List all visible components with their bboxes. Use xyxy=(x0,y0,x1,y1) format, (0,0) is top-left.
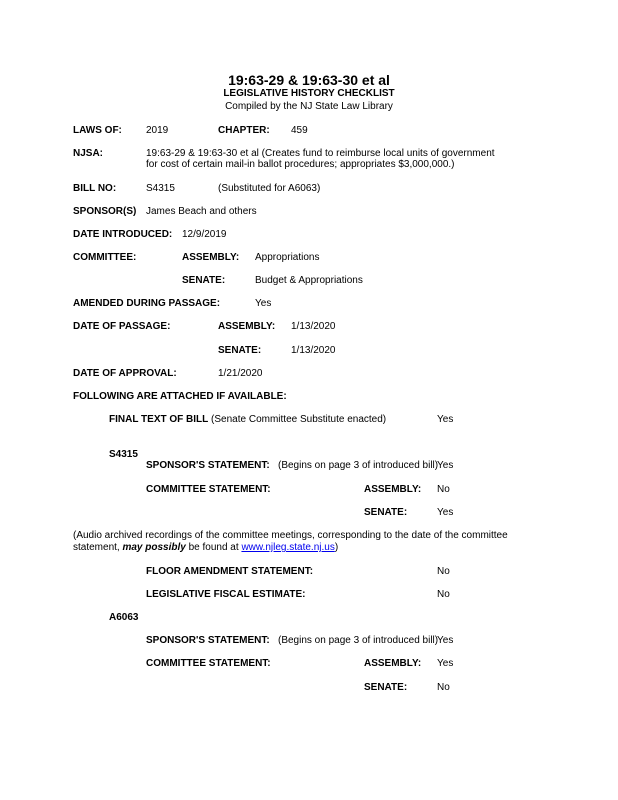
committee-senate-label: SENATE: xyxy=(182,275,226,286)
document-subtitle: LEGISLATIVE HISTORY CHECKLIST xyxy=(223,88,395,99)
s4315-sponsor-note: (Begins on page 3 of introduced bill) xyxy=(278,460,439,471)
audio-note-emphasis: may possibly xyxy=(122,542,186,553)
floor-amendment-label: FLOOR AMENDMENT STATEMENT: xyxy=(146,566,314,577)
fiscal-estimate-label: LEGISLATIVE FISCAL ESTIMATE: xyxy=(146,589,306,600)
audio-note-pre: statement, xyxy=(73,542,123,553)
njleg-link[interactable]: www.njleg.state.nj.us xyxy=(241,542,335,553)
committee-assembly-value: Appropriations xyxy=(255,252,320,263)
committee-label: COMMITTEE: xyxy=(73,252,137,263)
bill-no-value: S4315 xyxy=(146,183,175,194)
following-heading: FOLLOWING ARE ATTACHED IF AVAILABLE: xyxy=(73,391,287,402)
amended-value: Yes xyxy=(255,298,272,309)
njsa-line-1: 19:63-29 & 19:63-30 et al (Creates fund to reimburse local units of government xyxy=(146,148,495,159)
njsa-label: NJSA: xyxy=(73,148,104,159)
passage-label: DATE OF PASSAGE: xyxy=(73,321,171,332)
a6063-senate-label: SENATE: xyxy=(364,682,408,693)
laws-of-value: 2019 xyxy=(146,125,169,136)
date-introduced-label: DATE INTRODUCED: xyxy=(73,229,173,240)
passage-assembly-label: ASSEMBLY: xyxy=(218,321,276,332)
chapter-value: 459 xyxy=(291,125,308,136)
passage-senate-value: 1/13/2020 xyxy=(291,345,336,356)
passage-senate-label: SENATE: xyxy=(218,345,262,356)
a6063-assembly-label: ASSEMBLY: xyxy=(364,658,422,669)
s4315-sponsor-label: SPONSOR'S STATEMENT: xyxy=(146,460,270,471)
floor-amendment-value: No xyxy=(437,566,450,577)
final-text-value: Yes xyxy=(437,414,454,425)
compiled-by: Compiled by the NJ State Law Library xyxy=(225,101,393,112)
a6063-sponsor-label: SPONSOR'S STATEMENT: xyxy=(146,635,270,646)
a6063-heading: A6063 xyxy=(109,612,139,623)
document-title: 19:63-29 & 19:63-30 et al xyxy=(228,72,390,88)
committee-assembly-label: ASSEMBLY: xyxy=(182,252,240,263)
njsa-line-2: for cost of certain mail-in ballot procedures; appropriates $3,000,000.) xyxy=(146,159,455,170)
bill-no-label: BILL NO: xyxy=(73,183,117,194)
a6063-senate-value: No xyxy=(437,682,450,693)
audio-note-line-1: (Audio archived recordings of the committee meetings, corresponding to the date of the committee xyxy=(73,530,508,541)
audio-note-line-2 xyxy=(73,542,338,554)
s4315-sponsor-value: Yes xyxy=(437,460,454,471)
s4315-assembly-label: ASSEMBLY: xyxy=(364,484,422,495)
a6063-assembly-value: Yes xyxy=(437,658,454,669)
date-introduced-value: 12/9/2019 xyxy=(182,229,227,240)
passage-assembly-value: 1/13/2020 xyxy=(291,321,336,332)
audio-note-post: ) xyxy=(334,542,339,553)
approval-label: DATE OF APPROVAL: xyxy=(73,368,177,379)
committee-senate-value: Budget & Appropriations xyxy=(255,275,363,286)
final-text-label: FINAL TEXT OF BILL xyxy=(109,414,209,425)
s4315-senate-label: SENATE: xyxy=(364,507,408,518)
fiscal-estimate-value: No xyxy=(437,589,450,600)
approval-value: 1/21/2020 xyxy=(218,368,263,379)
s4315-assembly-value: No xyxy=(437,484,450,495)
sponsors-label: SPONSOR(S) xyxy=(73,206,137,217)
s4315-heading: S4315 xyxy=(109,449,138,460)
laws-of-label: LAWS OF: xyxy=(73,125,122,136)
a6063-committee-label: COMMITTEE STATEMENT: xyxy=(146,658,271,669)
a6063-sponsor-value: Yes xyxy=(437,635,454,646)
s4315-committee-label: COMMITTEE STATEMENT: xyxy=(146,484,271,495)
s4315-senate-value: Yes xyxy=(437,507,454,518)
bill-no-note: (Substituted for A6063) xyxy=(218,183,321,194)
final-text-note: (Senate Committee Substitute enacted) xyxy=(208,414,387,425)
sponsors-value: James Beach and others xyxy=(146,206,257,217)
final-text-row xyxy=(109,414,386,426)
a6063-sponsor-note: (Begins on page 3 of introduced bill) xyxy=(278,635,439,646)
chapter-label: CHAPTER: xyxy=(218,125,270,136)
amended-label: AMENDED DURING PASSAGE: xyxy=(73,298,221,309)
audio-note-mid: be found at xyxy=(185,542,242,553)
